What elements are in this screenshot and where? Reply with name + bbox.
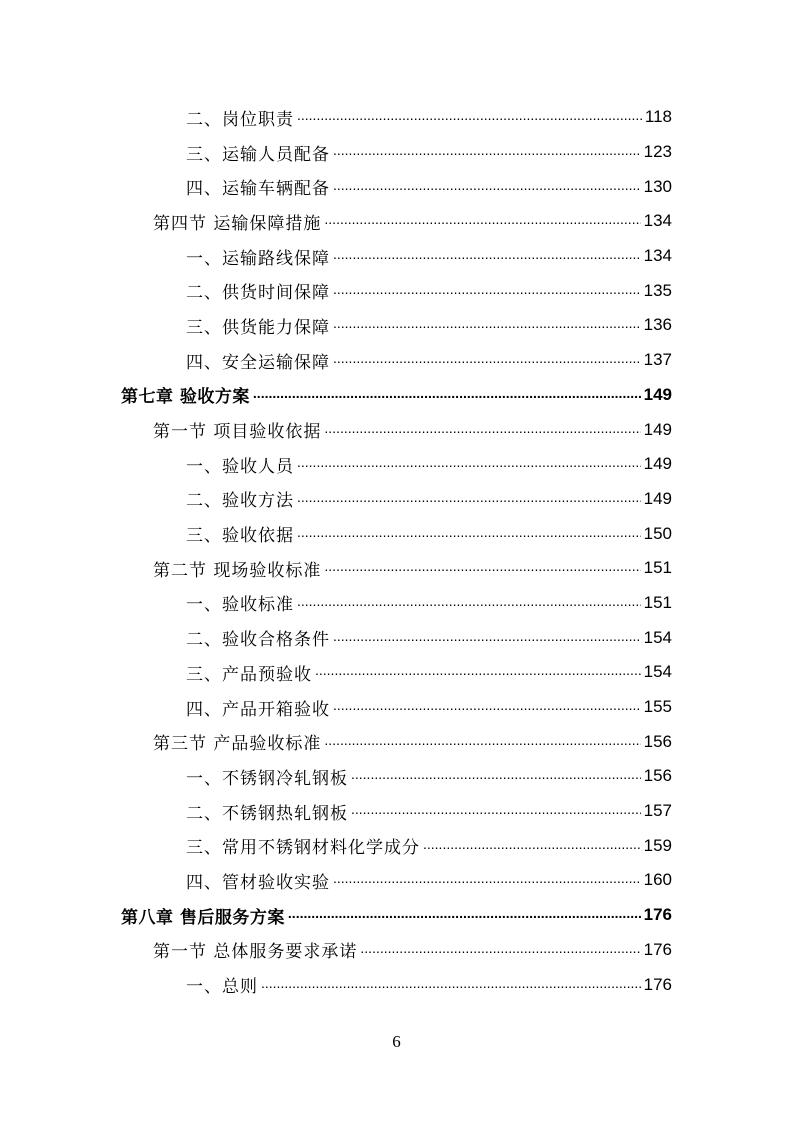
toc-leader-dots xyxy=(333,142,641,158)
toc-entry-page: 118 xyxy=(644,107,672,127)
toc-entry[interactable] xyxy=(0,239,793,274)
toc-entry-label: 二、验收方法 xyxy=(186,491,294,512)
toc-entry-label: 三、产品预验收 xyxy=(186,664,312,685)
toc-entry-page: 151 xyxy=(643,592,672,612)
toc-section-entry[interactable] xyxy=(0,724,793,759)
toc-chapter-entry[interactable] xyxy=(0,378,793,413)
toc-leader-dots xyxy=(333,870,641,886)
toc-entry[interactable] xyxy=(0,135,793,170)
toc-leader-dots xyxy=(351,801,641,817)
toc-leader-dots xyxy=(315,662,641,678)
toc-leader-dots xyxy=(333,628,641,644)
toc-entry-label: 三、验收依据 xyxy=(186,526,294,547)
toc-entry-label: 三、供货能力保障 xyxy=(186,317,330,338)
toc-leader-dots xyxy=(333,350,641,366)
toc-entry[interactable] xyxy=(0,655,793,690)
toc-entry-page: 176 xyxy=(643,905,672,925)
toc-entry[interactable] xyxy=(0,690,793,725)
toc-entry-page: 157 xyxy=(643,801,672,821)
toc-entry-label: 第一节 项目验收依据 xyxy=(153,422,322,443)
toc-entry[interactable] xyxy=(0,967,793,1002)
toc-entry-label: 第一节 总体服务要求承诺 xyxy=(153,942,358,963)
toc-entry-page: 149 xyxy=(643,488,672,508)
toc-leader-dots xyxy=(324,732,640,748)
toc-entry-label: 三、常用不锈钢材料化学成分 xyxy=(186,838,420,859)
toc-leader-dots xyxy=(423,836,641,852)
toc-entry-page: 151 xyxy=(643,558,672,578)
toc-entry-label: 一、验收标准 xyxy=(186,595,294,616)
toc-entry-label: 一、验收人员 xyxy=(186,456,294,477)
toc-entry-page: 156 xyxy=(643,766,672,786)
toc-entry[interactable] xyxy=(0,516,793,551)
toc-entry-page: 136 xyxy=(643,315,672,335)
toc-entry-label: 四、安全运输保障 xyxy=(186,352,330,373)
page-number: 6 xyxy=(392,1032,401,1051)
toc-leader-dots xyxy=(333,315,641,331)
toc-entry[interactable] xyxy=(0,273,793,308)
toc-entry-label: 一、运输路线保障 xyxy=(186,248,330,269)
toc-chapter-entry[interactable] xyxy=(0,898,793,933)
toc-leader-dots xyxy=(333,177,641,193)
toc-entry-label: 一、不锈钢冷轧钢板 xyxy=(186,768,348,789)
toc-entry-page: 156 xyxy=(643,731,672,751)
toc-entry-page: 176 xyxy=(643,939,672,959)
toc-entry-label: 二、不锈钢热轧钢板 xyxy=(186,803,348,824)
toc-leader-dots xyxy=(297,107,642,123)
toc-leader-dots xyxy=(297,524,641,540)
toc-entry-page: 123 xyxy=(643,142,672,162)
toc-entry-page: 159 xyxy=(643,835,672,855)
toc-leader-dots xyxy=(333,697,641,713)
toc-leader-dots xyxy=(324,420,640,436)
toc-entry[interactable] xyxy=(0,620,793,655)
toc-section-entry[interactable] xyxy=(0,412,793,447)
toc-leader-dots xyxy=(297,454,641,470)
toc-entry-label: 第七章 验收方案 xyxy=(121,387,250,408)
toc-entry-label: 二、岗位职责 xyxy=(186,109,294,130)
toc-entry-label: 第二节 现场验收标准 xyxy=(153,560,322,581)
toc-entry[interactable] xyxy=(0,586,793,621)
toc-entry-page: 154 xyxy=(643,627,672,647)
table-of-contents xyxy=(0,100,793,1002)
toc-entry-page: 134 xyxy=(643,211,672,231)
toc-leader-dots xyxy=(261,975,641,991)
toc-entry-page: 176 xyxy=(643,974,672,994)
toc-entry-page: 134 xyxy=(643,246,672,266)
toc-leader-dots xyxy=(351,766,641,782)
toc-entry-label: 一、总则 xyxy=(186,977,258,998)
toc-entry[interactable] xyxy=(0,447,793,482)
toc-leader-dots xyxy=(360,940,640,956)
toc-leader-dots xyxy=(288,905,641,921)
toc-entry[interactable] xyxy=(0,759,793,794)
toc-section-entry[interactable] xyxy=(0,551,793,586)
toc-entry-label: 四、运输车辆配备 xyxy=(186,179,330,200)
toc-entry[interactable] xyxy=(0,169,793,204)
toc-entry-page: 149 xyxy=(643,419,672,439)
toc-entry-label: 三、运输人员配备 xyxy=(186,144,330,165)
toc-entry-label: 第三节 产品验收标准 xyxy=(153,734,322,755)
toc-entry-page: 154 xyxy=(643,662,672,682)
toc-leader-dots xyxy=(324,211,640,227)
toc-entry[interactable] xyxy=(0,100,793,135)
toc-leader-dots xyxy=(324,558,640,574)
toc-entry-label: 四、产品开箱验收 xyxy=(186,699,330,720)
toc-leader-dots xyxy=(253,385,641,401)
toc-entry-label: 二、供货时间保障 xyxy=(186,283,330,304)
toc-entry-page: 135 xyxy=(643,280,672,300)
toc-entry-label: 第四节 运输保障措施 xyxy=(153,213,322,234)
toc-entry-label: 二、验收合格条件 xyxy=(186,630,330,651)
toc-leader-dots xyxy=(297,489,641,505)
toc-entry[interactable] xyxy=(0,863,793,898)
toc-leader-dots xyxy=(297,593,641,609)
toc-leader-dots xyxy=(333,246,641,262)
toc-leader-dots xyxy=(333,281,641,297)
toc-entry-page: 149 xyxy=(643,384,672,404)
toc-entry[interactable] xyxy=(0,308,793,343)
toc-entry-label: 四、管材验收实验 xyxy=(186,872,330,893)
toc-entry-page: 130 xyxy=(643,176,672,196)
toc-entry-page: 155 xyxy=(643,697,672,717)
toc-section-entry[interactable] xyxy=(0,933,793,968)
toc-entry-page: 160 xyxy=(643,870,672,890)
toc-entry[interactable] xyxy=(0,794,793,829)
toc-entry[interactable] xyxy=(0,828,793,863)
toc-entry[interactable] xyxy=(0,482,793,517)
toc-entry-page: 137 xyxy=(643,350,672,370)
toc-section-entry[interactable] xyxy=(0,204,793,239)
toc-entry-page: 149 xyxy=(643,454,672,474)
toc-entry-page: 150 xyxy=(643,523,672,543)
toc-entry[interactable] xyxy=(0,343,793,378)
toc-entry-label: 第八章 售后服务方案 xyxy=(121,907,285,928)
